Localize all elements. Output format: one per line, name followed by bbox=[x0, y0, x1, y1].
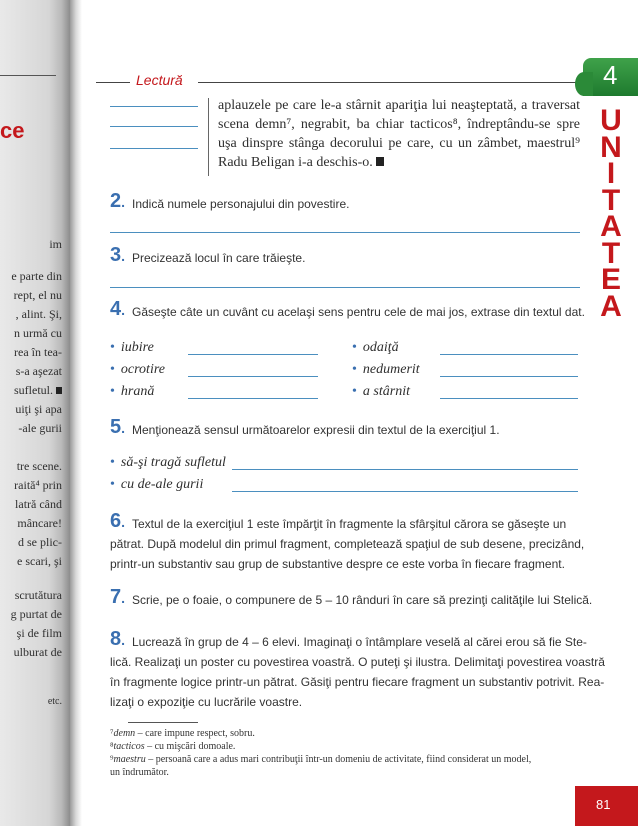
gutter-line: mâncare! bbox=[17, 516, 62, 530]
gutter-line: uiţi şi apa bbox=[15, 402, 62, 416]
footnote-rule bbox=[128, 722, 198, 723]
synonym-answer-line[interactable] bbox=[440, 376, 578, 377]
header-rule bbox=[198, 82, 576, 83]
adjacent-page-gutter bbox=[0, 0, 70, 826]
section-title: Lectură bbox=[136, 72, 183, 88]
drawing-caption-line[interactable] bbox=[110, 126, 198, 127]
footnote: ⁷demn – care impune respect, sobru. bbox=[110, 728, 255, 739]
unit-word-vertical bbox=[596, 104, 626, 323]
gutter-line: sufletul. bbox=[14, 383, 53, 397]
exercise-number-8: 8. bbox=[110, 628, 126, 650]
gutter-line: latră când bbox=[15, 497, 62, 511]
gutter-line: rea în tea- bbox=[14, 345, 62, 359]
expression-item: • să-şi tragă sufletul bbox=[110, 455, 226, 471]
synonym-word: • a stârnit bbox=[352, 384, 410, 400]
exercise-number-6: 6. bbox=[110, 510, 126, 532]
unit-number: 4 bbox=[603, 60, 618, 90]
exercise-3-answer-line[interactable] bbox=[110, 287, 580, 288]
page-number: 81 bbox=[596, 797, 611, 812]
gutter-line: im bbox=[49, 237, 62, 251]
unit-letter: T bbox=[601, 183, 621, 217]
exercise-8-line: Lucrează în grup de 4 – 6 elevi. Imaginaţi o întâmplare veselă al cărei erou să fie Ste- bbox=[132, 635, 587, 649]
gutter-line: -ale gurii bbox=[18, 421, 62, 435]
footnote: ⁹maestru – persoană care a adus mari contribuţii într-un domeniu de activitate, fiind considerat un model, bbox=[110, 754, 532, 765]
drawing-caption-line[interactable] bbox=[110, 106, 198, 107]
unit-letter: A bbox=[600, 210, 622, 243]
gutter-line: d se plic- bbox=[18, 535, 62, 549]
exercise-number-2: 2. bbox=[110, 190, 126, 212]
gutter-line: e scari, şi bbox=[17, 554, 62, 568]
exercise-6-line: Textul de la exerciţiul 1 este împărţit în fragmente la sfârşitul cărora se găseşte un bbox=[132, 517, 567, 531]
synonym-answer-line[interactable] bbox=[440, 398, 578, 399]
gutter-line: , alint. Şi, bbox=[15, 307, 62, 321]
end-square-icon bbox=[56, 387, 62, 394]
synonym-word: • nedumerit bbox=[352, 362, 420, 378]
footnote: ⁸tacticos – cu mişcări domoale. bbox=[110, 741, 236, 752]
gutter-line-with-bullet bbox=[0, 382, 62, 398]
exercise-2-prompt: Indică numele personajului din povestire. bbox=[132, 197, 350, 211]
gutter-line: tre scene. bbox=[16, 459, 62, 473]
exercise-8-line: în fragmente logice printr-un pătrat. Găsiţi pentru fiecare fragment un substantiv potrivit. Rea- bbox=[110, 675, 605, 689]
exercise-5-prompt: Menţionează sensul următoarelor expresii din textul de la exerciţiul 1. bbox=[132, 423, 500, 437]
unit-tab bbox=[583, 58, 638, 96]
unit-letter: N bbox=[600, 130, 622, 164]
expression-answer-line[interactable] bbox=[232, 491, 578, 492]
unit-letter: U bbox=[600, 104, 622, 137]
exercise-7-prompt: Scrie, pe o foaie, o compunere de 5 – 10 rânduri în care să prezinţi calităţile lui Stelică. bbox=[132, 593, 593, 607]
gutter-line: şi de film bbox=[16, 626, 62, 640]
exercise-3-prompt: Precizează locul în care trăieşte. bbox=[132, 251, 306, 265]
synonym-word: • odaiţă bbox=[352, 340, 399, 356]
synonym-answer-line[interactable] bbox=[188, 398, 318, 399]
gutter-line: etc. bbox=[47, 696, 62, 707]
passage-divider bbox=[208, 98, 209, 176]
gutter-rule bbox=[0, 75, 56, 76]
exercise-6-line: printr-un substantiv sau grup de substantive despre ce este vorba în fiecare fragment. bbox=[110, 557, 565, 571]
gutter-line: ulburat de bbox=[13, 645, 62, 659]
tab-curl-icon bbox=[575, 72, 593, 96]
gutter-line: raită⁴ prin bbox=[14, 478, 62, 492]
synonym-word: • hrană bbox=[110, 384, 154, 400]
exercise-4-prompt: Găseşte câte un cuvânt cu acelaşi sens pentru cele de mai jos, extrase din textul dat. bbox=[132, 305, 585, 319]
unit-letter: T bbox=[601, 236, 621, 270]
gutter-line: rept, el nu bbox=[13, 288, 62, 302]
gutter-line: n urmă cu bbox=[14, 326, 62, 340]
expression-item: • cu de-ale gurii bbox=[110, 477, 203, 493]
gutter-line: g purtat de bbox=[10, 607, 62, 621]
expression-answer-line[interactable] bbox=[232, 469, 578, 470]
exercise-2-answer-line[interactable] bbox=[110, 232, 580, 233]
end-square-icon bbox=[376, 157, 384, 166]
synonym-answer-line[interactable] bbox=[188, 376, 318, 377]
drawing-caption-line[interactable] bbox=[110, 148, 198, 149]
unit-letter: A bbox=[600, 289, 622, 323]
exercise-number-5: 5. bbox=[110, 416, 126, 438]
exercise-number-4: 4. bbox=[110, 298, 126, 320]
synonym-answer-line[interactable] bbox=[188, 354, 318, 355]
exercise-number-3: 3. bbox=[110, 244, 126, 266]
exercise-8-line: lizaţi o expoziţie cu lucrările voastre. bbox=[110, 695, 303, 709]
synonym-answer-line[interactable] bbox=[440, 354, 578, 355]
book-spine-shadow bbox=[70, 0, 82, 826]
passage-text bbox=[218, 96, 580, 172]
exercise-8-line: lică. Realizaţi un poster cu povestirea voastră. O puteţi şi ilustra. Delimitaţi povestirea voastră bbox=[110, 655, 605, 669]
unit-letter: I bbox=[606, 157, 616, 190]
gutter-line: scrutătura bbox=[14, 588, 62, 602]
unit-letter: E bbox=[600, 263, 621, 296]
footnote: un îndrumător. bbox=[110, 767, 169, 778]
passage-body: aplauzele pe care le-a stârnit apariţia lui neaşteptată, a traversat scena demn⁷, negrabit, ba chiar tacticos⁸, îndreptându-se spre uşa dinspre stânga decorului pe care, cu un zâmbet, maestrul⁹ Radu Beligan i-a deschis-o. bbox=[218, 98, 580, 170]
gutter-line: s-a aşezat bbox=[15, 364, 62, 378]
gutter-line: e parte din bbox=[11, 269, 62, 283]
header-rule-left bbox=[96, 82, 130, 83]
synonym-word: • ocrotire bbox=[110, 362, 165, 378]
gutter-heading-fragment: ce bbox=[0, 118, 25, 143]
exercise-6-line: pătrat. După modelul din primul fragment, completează spaţiul de sub desene, precizând, bbox=[110, 537, 585, 551]
synonym-word: • iubire bbox=[110, 340, 154, 356]
exercise-number-7: 7. bbox=[110, 586, 126, 608]
